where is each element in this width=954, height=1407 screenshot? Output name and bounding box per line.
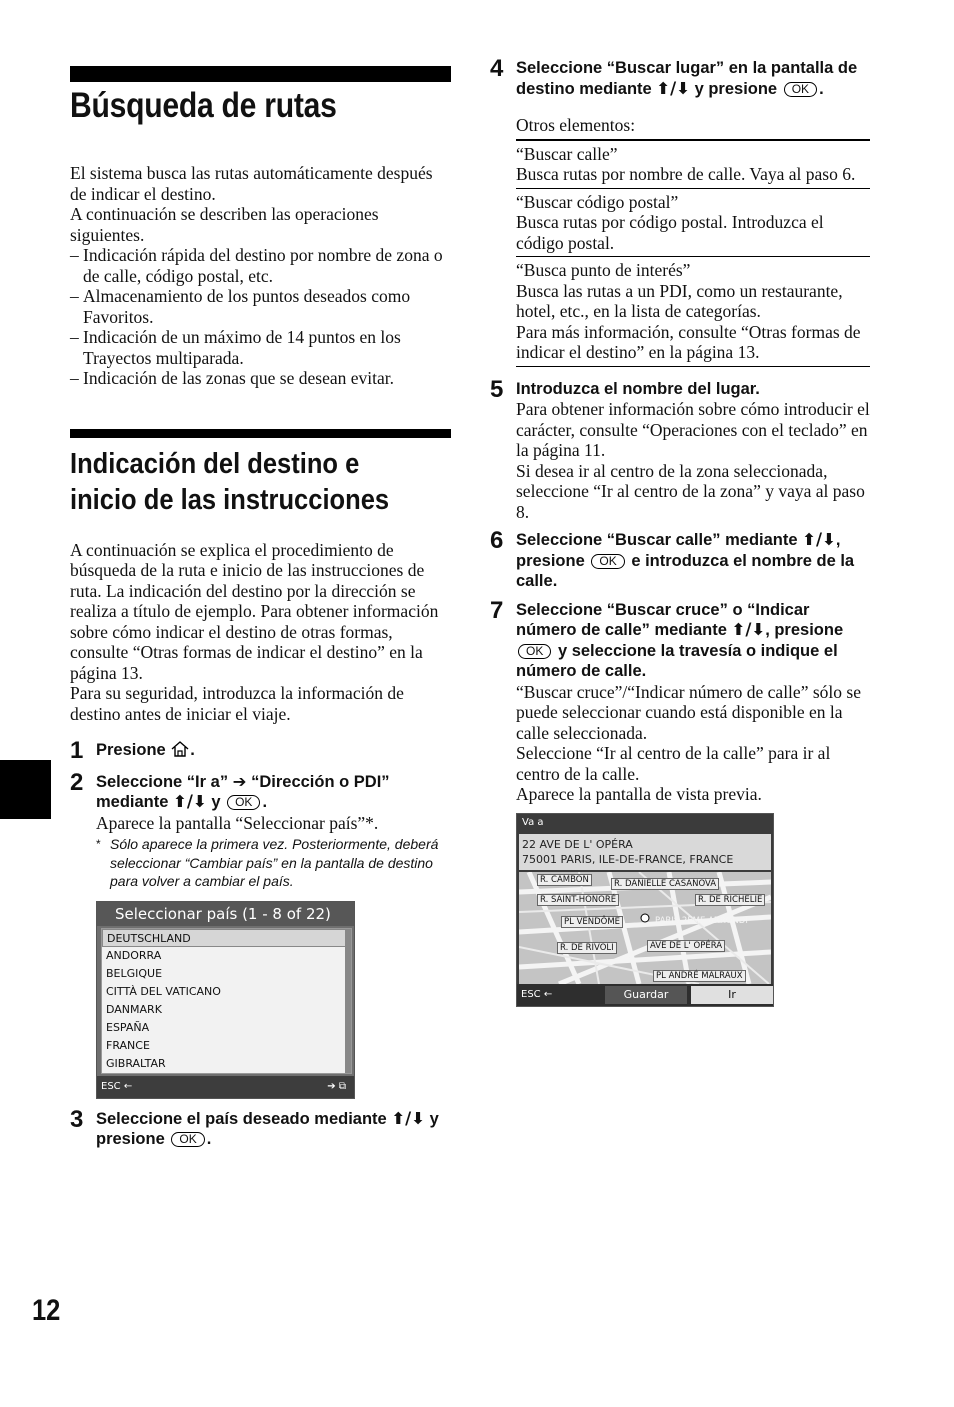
left-column [70,66,451,1150]
up-down-arrows-icon: ⬆/⬇ [391,1108,425,1128]
step-4: 4 Seleccione “Buscar lugar” en la pantalla de destino mediante ⬆/⬇ y presione OK . [490,55,858,98]
address-box: 22 AVE DE L' OPÉRA 75001 PARIS, ILE-DE-FRANCE, FRANCE [519,834,771,870]
page-number: 12 [32,1294,61,1327]
screen-title: Seleccionar país (1 - 8 of 22) [97,902,354,926]
step-body: Seleccione “Ir al centro de la calle” para ir al centro de la calle. [516,743,831,784]
route-preview-screen [516,813,774,1007]
street-label: PL ANDRÉ MALRAUX [653,970,746,982]
body-paragraph: Para su seguridad, introduzca la información de destino antes de iniciar el viaje. [70,683,404,724]
step-body: Si desea ir al centro de la zona seleccionada, seleccione “Ir al centro de la zona” y vaya al paso 8. [516,460,865,522]
section-title: Búsqueda de rutas [70,86,337,125]
next-page-button[interactable]: ➔ ⧉ [327,1080,346,1092]
up-down-arrows-icon: ⬆/⬇ [802,530,836,549]
step-5: 5 Introduzca el nombre del lugar. Para obtener información sobre cómo introducir el carácter, consulte “Operaciones con el teclado” en la página 11. Si desea ir al centro de la zona seleccionada, seleccione “Ir al centro de la zona” y vaya al paso 8. [490,375,870,522]
country-list [101,928,352,1074]
country-item[interactable]: ANDORRA [106,948,162,962]
step-body: “Buscar cruce”/“Indicar número de calle” sólo se puede seleccionar cuando está disponible en la calle seleccionada. [516,681,861,743]
ok-button-icon: OK [227,795,260,810]
country-item[interactable]: BELGIQUE [106,966,163,980]
country-item[interactable]: GIBRALTAR [106,1056,166,1070]
screen-bottom-bar [97,1076,354,1098]
step-body: Aparece la pantalla “Seleccionar país”*. [96,812,379,833]
right-column [490,55,870,1007]
right-arrow-icon: ➔ [232,771,247,791]
body-paragraph: A continuación se explica el procedimiento de búsqueda de la ruta e inicio de las instrucciones de ruta. La indicación del destino por la dirección se realiza a título de ejemplo. Para obtener información sobre cómo indicar el destino de otras formas, consulte “Otras formas de indicar el destino” en la página 13. [70,539,439,683]
street-label: R. CAMBON [537,874,592,886]
country-select-screen [96,901,355,1099]
ok-button-icon: OK [591,554,624,569]
step-2: 2 Seleccione “Ir a” ➔ “Dirección o PDI” mediante ⬆/⬇ y OK . Aparece la pantalla “Seleccionar país”*. * Sólo aparece la primera vez. Posteriormente, deberá seleccionar “Cambiar país” en la pantalla de destino para volver a cambiar el país. [70,772,451,891]
esc-button[interactable]: ESC ← [101,1080,133,1092]
list-item: – Almacenamiento de los puntos deseados como Favoritos. [70,286,411,327]
map-view[interactable] [519,872,771,984]
ok-button-icon: OK [784,82,817,97]
section-heading: Indicación del destino e inicio de las instrucciones [70,447,390,516]
ok-button-icon: OK [171,1132,204,1147]
street-label: R. DE RIVOLI [557,942,617,954]
step-7: 7 Seleccione “Buscar cruce” o “Indicar número de calle” mediante ⬆/⬇, presione OK y seleccione la travesía o indique el número de calle. “Buscar cruce”/“Indicar número de calle” sólo se puede seleccionar cuando está disponible en la calle seleccionada. Seleccione “Ir al centro de la calle” para ir al centro de la calle. Aparece la pantalla de vista previa. [490,600,870,805]
list-item: – Indicación rápida del destino por nombre de zona o de calle, código postal, etc. [70,245,443,286]
street-label: R. SAINT-HONORÉ [537,894,619,906]
screen-bottom-bar [517,984,773,1006]
other-items-table [516,115,870,367]
intro-paragraph: El sistema busca las rutas automáticamente después de indicar el destino. [70,163,433,204]
step-3: 3 Seleccione el país deseado mediante ⬆/⬇ y presione OK . [70,1105,439,1148]
section-tab-marker [0,760,51,819]
footnote: * Sólo aparece la primera vez. Posteriormente, deberá seleccionar “Cambiar país” en la pantalla de destino para volver a cambiar el país. [96,836,439,889]
step-body: Aparece la pantalla de vista previa. [516,784,762,804]
intro-block [70,163,451,389]
ok-button-icon: OK [518,644,551,659]
home-icon [170,740,190,764]
title-rule [70,66,451,82]
country-item[interactable]: CITTÀ DEL VATICANO [106,984,221,998]
step-1: 1 Presione . [70,737,195,764]
country-item[interactable]: FRANCE [106,1038,150,1052]
street-label: R. DANIELLE CASANOVA [611,878,719,890]
scrollbar[interactable] [345,929,351,1073]
esc-button[interactable]: ESC ← [521,988,553,1000]
up-down-arrows-icon: ⬆/⬇ [656,78,690,98]
table-row: “Buscar calle” Busca rutas por nombre de calle. Vaya al paso 6. [516,141,870,189]
country-item[interactable]: DEUTSCHLAND [102,929,351,947]
list-item: – Indicación de las zonas que se desean evitar. [70,368,394,388]
country-item[interactable]: ESPAÑA [106,1020,150,1034]
save-button[interactable]: Guardar [605,986,687,1004]
up-down-arrows-icon: ⬆/⬇ [173,792,207,811]
step-body: Para obtener información sobre cómo introducir el carácter, consulte “Operaciones con el teclado” en la página 11. [516,399,870,460]
country-item[interactable]: DANMARK [106,1002,162,1016]
screen-title: Va a [522,816,544,828]
table-row: “Busca punto de interés” Busca las rutas a un PDI, como un restaurante, hotel, etc., en la lista de categorías. Para más información, consulte “Otras formas de indicar el destino” en la página 13. [516,257,870,367]
section-body [70,540,451,725]
table-row: “Buscar código postal” Busca rutas por código postal. Introduzca el código postal. [516,189,870,258]
street-label: PL VENDÔME [561,916,623,928]
go-button[interactable]: Ir [691,986,773,1004]
area-label: PARIS 2EME ARRONDI [655,915,748,926]
street-label: AVE DE L' OPÉRA [647,940,725,952]
list-item: – Indicación de un máximo de 14 puntos en los Trayectos multiparada. [70,327,401,368]
step-6: 6 Seleccione “Buscar calle” mediante ⬆/⬇, presione OK e introduzca el nombre de la calle. [490,527,855,590]
table-header: Otros elementos: [516,115,870,141]
up-down-arrows-icon: ⬆/⬇ [731,620,766,639]
intro-paragraph: A continuación se describen las operaciones siguientes. [70,204,379,245]
section-rule [70,429,451,438]
street-label: R. DE RICHELIE [695,894,765,906]
